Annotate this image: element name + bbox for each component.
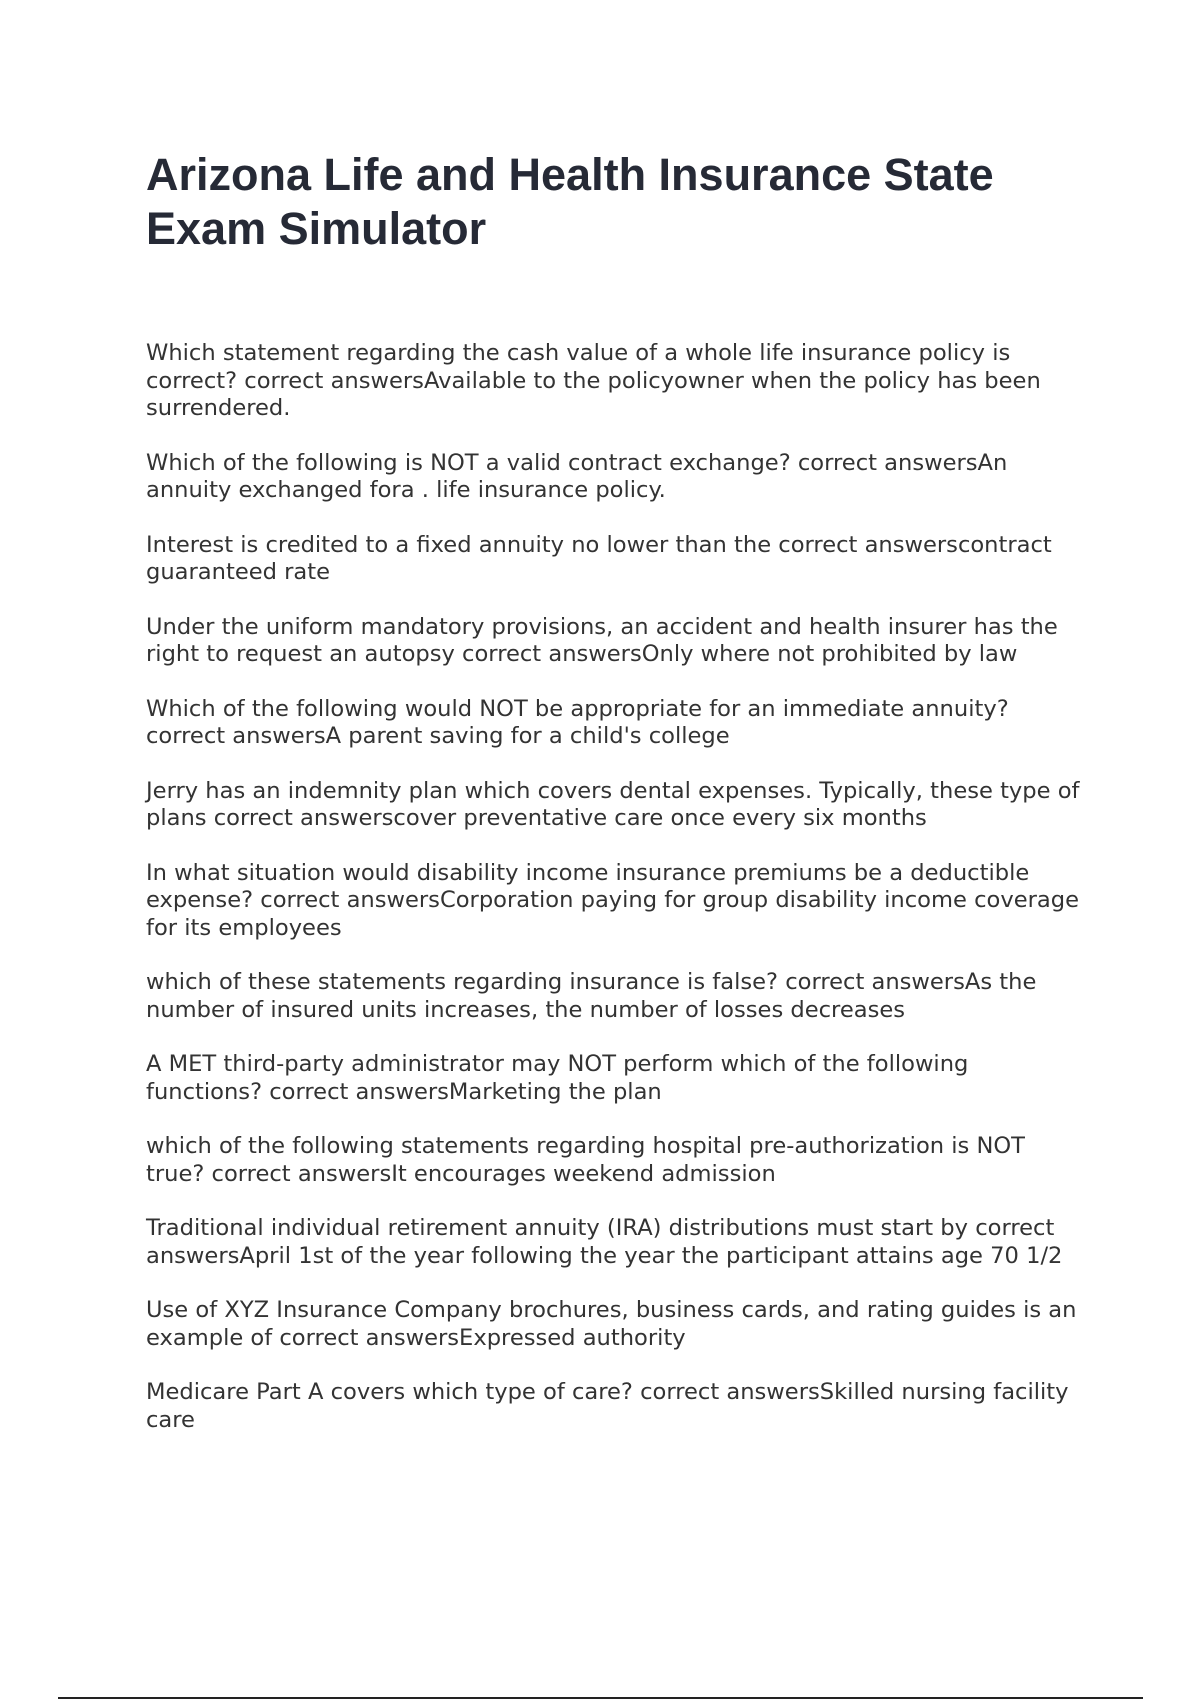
qa-item: Medicare Part A covers which type of care? correct answersSkilled nursing facility care: [146, 1379, 1069, 1433]
qa-item: Which of the following is NOT a valid contract exchange? correct answersAn annuity exchanged fora . life insurance policy.: [146, 449, 1008, 503]
qa-item: Under the uniform mandatory provisions, an accident and health insurer has the right to request an autopsy correct answersOnly where not prohibited by law: [146, 613, 1058, 667]
qa-item: Which statement regarding the cash value of a whole life insurance policy is correct? correct answersAvailable to the policyowner when the policy has been surrendered.: [146, 340, 1041, 421]
qa-item: which of the following statements regarding hospital pre-authorization is NOT true? correct answersIt encourages weekend admission: [146, 1133, 1025, 1187]
qa-item: which of these statements regarding insurance is false? correct answersAs the number of insured units increases, the number of losses decreases: [146, 969, 1037, 1023]
qa-list: [146, 340, 1081, 1461]
document-title: Arizona Life and Health Insurance State Exam Simulator: [146, 149, 994, 254]
footer-divider: [58, 1697, 1143, 1699]
qa-item: Interest is credited to a fixed annuity no lower than the correct answerscontract guaranteed rate: [146, 531, 1052, 585]
qa-item: Use of XYZ Insurance Company brochures, business cards, and rating guides is an example of correct answersExpressed authority: [146, 1297, 1077, 1351]
qa-item: Traditional individual retirement annuity (IRA) distributions must start by correct answersApril 1st of the year following the year the participant attains age 70 1/2: [146, 1215, 1063, 1269]
qa-item: In what situation would disability income insurance premiums be a deductible expense? correct answersCorporation paying for group disability income coverage for its employees: [146, 859, 1079, 941]
qa-item: A MET third-party administrator may NOT perform which of the following functions? correct answersMarketing the plan: [146, 1051, 969, 1105]
qa-item: Which of the following would NOT be appropriate for an immediate annuity? correct answersA parent saving for a child's college: [146, 695, 1009, 749]
qa-item: Jerry has an indemnity plan which covers dental expenses. Typically, these type of plans correct answerscover preventative care once every six months: [146, 777, 1080, 831]
